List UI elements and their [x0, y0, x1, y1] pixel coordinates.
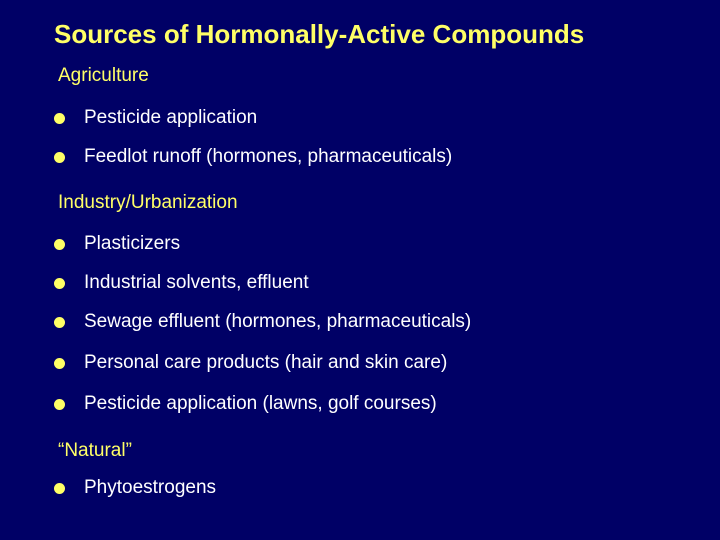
- bullet-item: [54, 270, 654, 298]
- bullet-dot-icon: [54, 317, 65, 328]
- bullet-item: [54, 350, 654, 378]
- bullet-dot-icon: [54, 113, 65, 124]
- bullet-dot-icon: [54, 152, 65, 163]
- bullet-item: [54, 391, 654, 419]
- bullet-dot-icon: [54, 358, 65, 369]
- bullet-dot-icon: [54, 399, 65, 410]
- bullet-text: Feedlot runoff (hormones, pharmaceuticals): [84, 146, 453, 167]
- bullet-text: Pesticide application (lawns, golf courses): [84, 393, 437, 414]
- section-heading-natural: “Natural”: [58, 440, 132, 461]
- bullet-item: [54, 105, 654, 133]
- section-heading-agriculture: Agriculture: [58, 65, 149, 86]
- bullet-text: Personal care products (hair and skin care): [84, 352, 448, 373]
- bullet-item: [54, 475, 654, 503]
- bullet-text: Pesticide application: [84, 107, 258, 128]
- bullet-dot-icon: [54, 239, 65, 250]
- bullet-dot-icon: [54, 278, 65, 289]
- bullet-text: Industrial solvents, effluent: [84, 272, 309, 293]
- slide-title: Sources of Hormonally-Active Compounds: [54, 19, 585, 49]
- bullet-text: Sewage effluent (hormones, pharmaceuticals): [84, 311, 472, 332]
- bullet-text: Phytoestrogens: [84, 477, 217, 498]
- bullet-text: Plasticizers: [84, 233, 181, 254]
- bullet-item: [54, 231, 654, 259]
- bullet-dot-icon: [54, 483, 65, 494]
- bullet-item: [54, 144, 654, 172]
- bullet-item: [54, 309, 654, 337]
- section-heading-industry-urbanization: Industry/Urbanization: [58, 192, 238, 213]
